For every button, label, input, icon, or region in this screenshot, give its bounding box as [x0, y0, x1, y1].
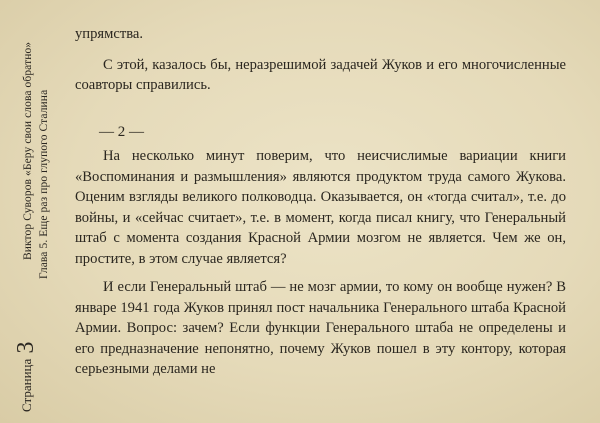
page-label-text: Страница	[19, 358, 34, 412]
paragraph: И если Генеральный штаб — не мозг армии, то кому он вообще нужен? В январе 1941 года Жуков принял пост начальника Генерального штаба Красной Армии. Вопрос: зачем? Если функции Генерального штаба не определены и его предназначение непонятно, почему Жуков пошел в эту контору, которая серьезными делами не	[75, 279, 566, 377]
chapter-title: Глава 5. Еще раз про глупого Сталина	[38, 89, 50, 279]
paragraph: С этой, казалось бы, неразрешимой задачей Жуков и его многочисленные соавторы справились.	[75, 56, 566, 93]
page-number-label	[13, 341, 40, 412]
page-sidebar	[0, 0, 70, 423]
book-title: Виктор Суворов «Беру свои слова обратно»	[22, 41, 34, 260]
page-number: 3	[13, 341, 39, 354]
section-marker: — 2 —	[99, 123, 144, 140]
main-text	[75, 24, 566, 380]
paragraph: На несколько минут поверим, что неисчислимые вариации книги «Воспоминания и размышления» являются продуктом труда самого Жукова. Оценим взгляды великого полководца. Оказывается, он «тогда считал», т.е. до войны, и «сейчас считает», т.е. в момент, когда писал книгу, что Генеральный штаб с момента создания Красной Армии мозгом не является. Чем же он, простите, в этом случае является?	[75, 148, 566, 267]
paragraph-continuation: упрямства.	[75, 26, 144, 42]
